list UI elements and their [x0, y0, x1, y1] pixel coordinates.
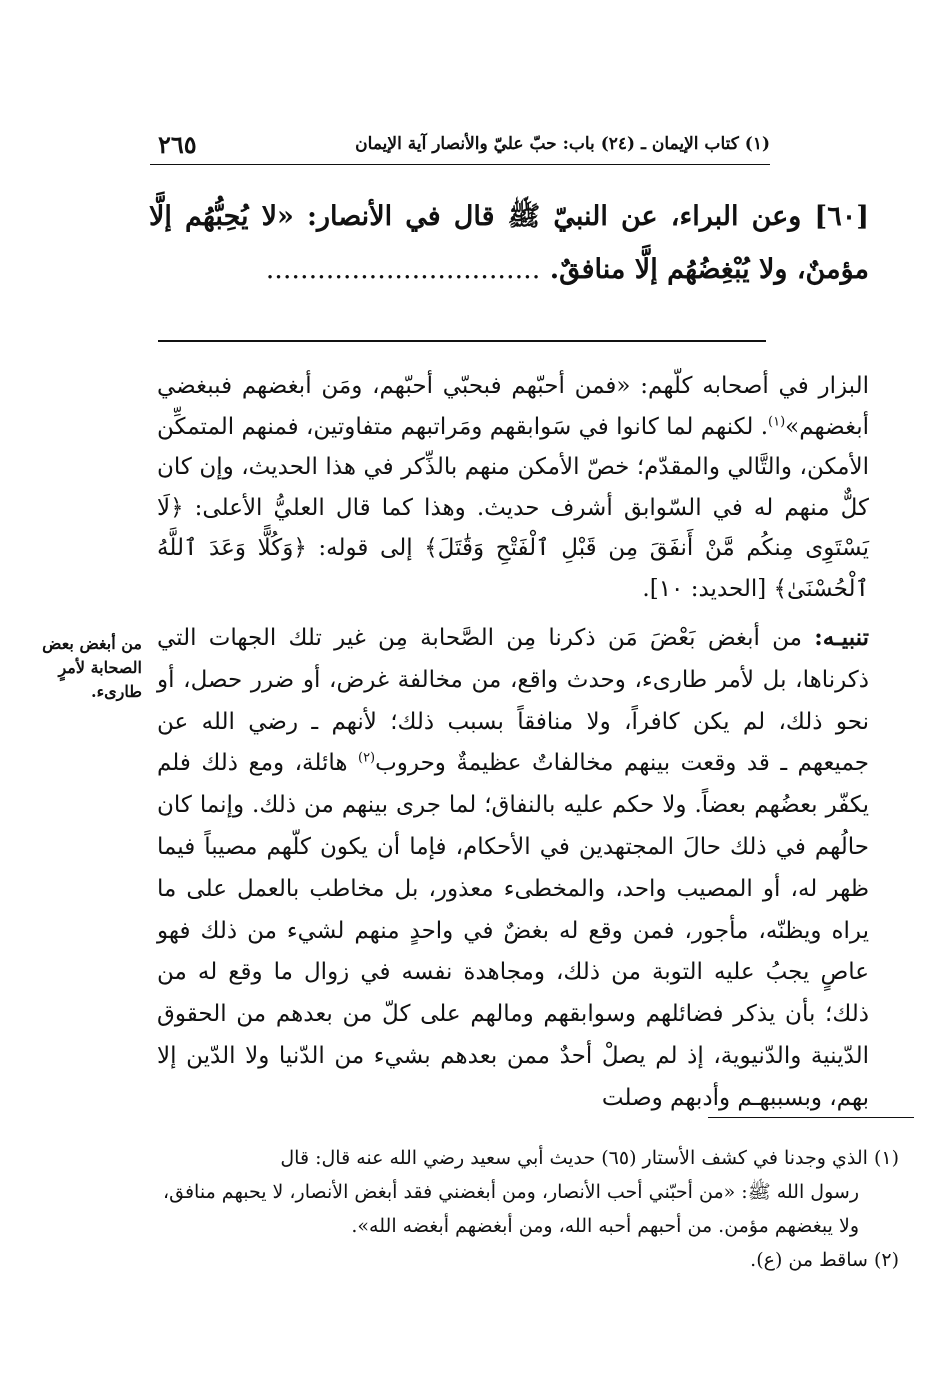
tanbih-paragraph	[157, 617, 869, 1120]
hadith-dots: ................................	[265, 254, 541, 285]
footnote-1-first-line: (١) الذي وجدنا في كشف الأستار (٦٥) حديث أبي سعيد رضي الله عنه قال: قال	[280, 1147, 899, 1169]
hadith-body: [٦٠] وعن البراء، عن النبيّ ﷺ قال في الأنصار: «لا يُحِبُّهُم إلَّا مؤمنٌ، ولا يُبْغِضُهُم إلَّا منافقٌ.	[149, 201, 869, 285]
section-divider	[158, 340, 766, 342]
margin-note: من أبغض بعض الصحابة لأمرٍ طارىء.	[42, 634, 142, 701]
tanbih-text-rest: هائلة، ومع ذلك فلم يكفّر بعضُهم بعضاً. ولا حكم عليه بالنفاق؛ لما جرى بينهم من ذلك. وإنما كان حالُهم في ذلك حالَ المجتهدين في الأحكام، فإما أن يكون كلّهم مصيباً فيما ظهر له، أو المصيب واحد، والمخطىء معذور، بل مخاطب بالعمل على ما يراه ويظنّه، مأجور، فمن وقع له بغضٌ في واحدٍ منهم لشيء من ذلك فهو عاصٍ يجبُ عليه التوبة من ذلك، ومجاهدة نفسه في زوال ما وقع له من ذلك؛ بأن يذكر فضائلهم وسوابقهم ومالهم على كلّ من بعدهم من الحقوق الدّينية والدّنيوية، إذ لم يصلْ أحدٌ ممن بعدهم بشيء من الدّنيا ولا الدّين إلا بهم، وبسببهـم وأدبهم وصلت	[157, 750, 869, 1111]
commentary-text-rest: . لكنهم لما كانوا في سَوابقهم ومَراتبهم متفاوتين، فمنهم المتمكِّن الأمكن، والتَّالي والمقدّم؛ خصّ الأمكن منهم بالذِّكر في هذا الحديث، وإن كان كلٌّ منهم له في السّوابق أشرف حديث. وهذا كما قال العليُّ الأعلى: ﴿لَا يَسْتَوِى مِنكُم مَّنْ أَنفَقَ مِن قَبْلِ ٱلْفَتْحِ وَقَٰتَلَ﴾ إلى قوله: ﴿وَكُلًّا وَعَدَ ٱللَّهُ ٱلْحُسْنَىٰ﴾ [الحديد: ١٠].	[157, 413, 869, 602]
commentary-text-start: البزار في أصحابه كلّهم: «فمن أحبّهم فبحبّي أحبّهم، ومَن أبغضهم فببغضي أبغضهم»	[157, 373, 869, 440]
tanbih-label: تنبيـه:	[814, 624, 869, 651]
footnote-1-continuation: رسول الله ﷺ: «من أحبّني أحب الأنصار، ومن أبغضني فقد أبغض الأنصار، لا يحبهم منافق، ولا يبغضهم مؤمن. من أحبهم أحبه الله، ومن أبغضهم أبغضه الله».	[163, 1181, 859, 1237]
commentary-paragraph	[157, 366, 869, 609]
footnote-divider	[708, 1117, 914, 1118]
page-header	[150, 128, 770, 162]
footnote-2: (٢) ساقط من (ع).	[750, 1249, 899, 1271]
running-head: (١) كتاب الإيمان ـ (٢٤) باب: حبّ عليّ والأنصار آية الإيمان	[355, 134, 770, 154]
header-divider	[150, 164, 770, 165]
page-number: ٢٦٥	[158, 130, 197, 159]
footnotes	[163, 1141, 899, 1277]
footnote-ref-1: (١)	[768, 413, 786, 429]
tanbih-text-start: من أبغض بَعْضَ مَن ذكرنا مِن الصَّحابة مِن غير تلك الجهات التي ذكرناها، بل لأمر طارىء، وحدث واقع، من مخالفة غرض، أو ضرر حصل، أو نحو ذلك، لم يكن كافراً، ولا منافقاً بسبب ذلك؛ لأنهم ـ رضي الله عن جميعهم ـ قد وقعت بينهم مخالفاتٌ عظيمةٌ وحروب	[157, 625, 870, 777]
hadith-text	[149, 190, 869, 296]
footnote-ref-2: (٢)	[357, 750, 376, 766]
